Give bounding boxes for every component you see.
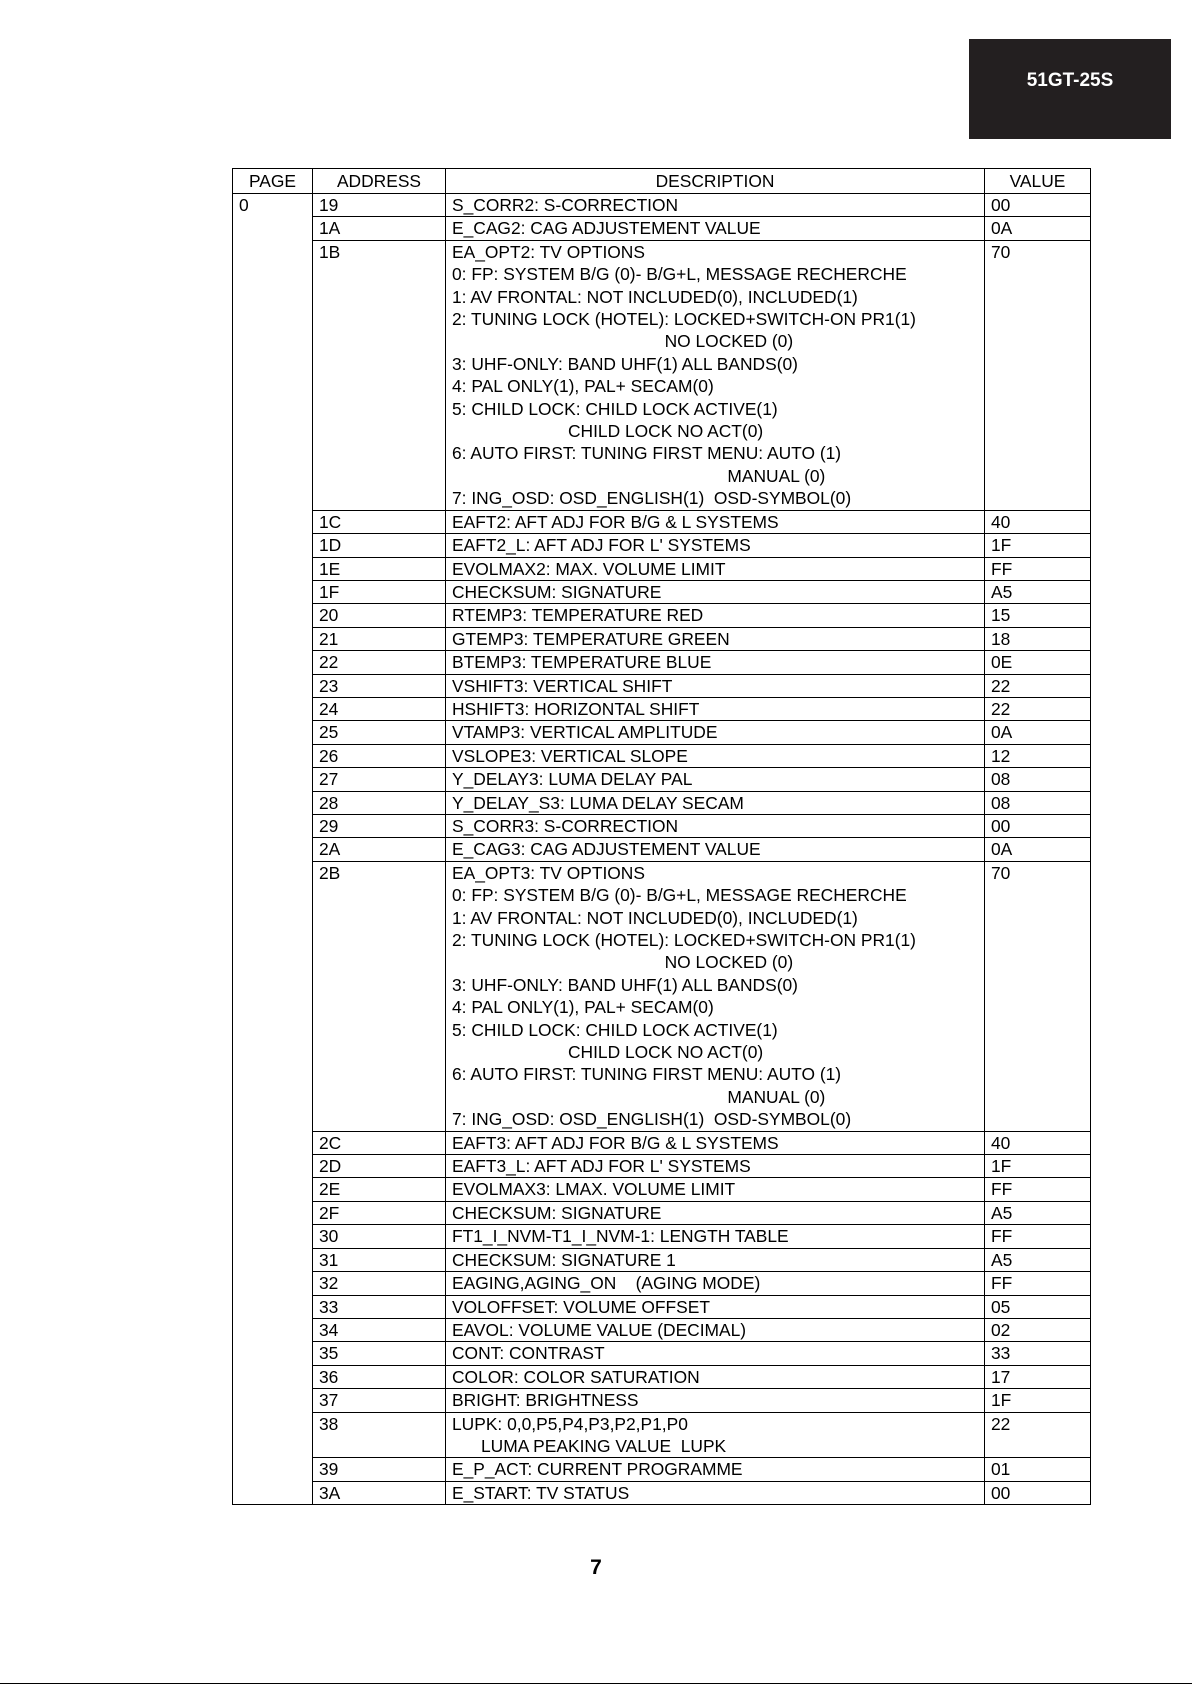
table-row [233,861,1091,1131]
description-cell: CONT: CONTRAST [446,1342,985,1365]
value-cell: FF [985,557,1091,580]
value-cell: 15 [985,604,1091,627]
description-cell: COLOR: COLOR SATURATION [446,1365,985,1388]
address-cell: 1C [313,510,446,533]
address-cell: 33 [313,1295,446,1318]
address-cell: 22 [313,651,446,674]
value-cell: 18 [985,627,1091,650]
model-label-box [969,39,1171,139]
model-label: 51GT-25S [1026,70,1114,91]
table-row [233,1295,1091,1318]
value-cell: 01 [985,1458,1091,1481]
description-cell: HSHIFT3: HORIZONTAL SHIFT [446,697,985,720]
table-row [233,1412,1091,1458]
value-cell: 0E [985,651,1091,674]
address-cell: 2A [313,838,446,861]
description-cell: RTEMP3: TEMPERATURE RED [446,604,985,627]
value-cell: 22 [985,1412,1091,1458]
address-cell: 36 [313,1365,446,1388]
address-cell: 23 [313,674,446,697]
bottom-rule [0,1683,1192,1684]
description-cell: VTAMP3: VERTICAL AMPLITUDE [446,721,985,744]
address-cell: 19 [313,194,446,217]
value-cell: 00 [985,814,1091,837]
table-header-row [233,169,1091,194]
description-cell: EA_OPT2: TV OPTIONS 0: FP: SYSTEM B/G (0)- B/G+L, MESSAGE RECHERCHE 1: AV FRONTAL: NOT INCLUDED(0), INCLUDED(1) 2: TUNING LOCK (HOTEL): LOCKED+SWITCH-ON PR1(1) NO LOCKED (0) 3: UHF-ONLY: BAND UHF(1) ALL BANDS(0) 4: PAL ONLY(1), PAL+ SECAM(0) 5: CHILD LOCK: CHILD LOCK ACTIVE(1) CHILD LOCK NO ACT(0) 6: AUTO FIRST: TUNING FIRST MENU: AUTO (1) MANUAL (0) 7: ING_OSD: OSD_ENGLISH(1) OSD-SYMBOL(0) [446,240,985,510]
value-cell: A5 [985,1248,1091,1271]
value-cell: FF [985,1225,1091,1248]
table-row [233,510,1091,533]
header-value: VALUE [985,169,1091,194]
address-cell: 24 [313,697,446,720]
address-cell: 2C [313,1131,446,1154]
address-cell: 1B [313,240,446,510]
table-row [233,1342,1091,1365]
description-cell: FT1_I_NVM-T1_I_NVM-1: LENGTH TABLE [446,1225,985,1248]
address-cell: 2F [313,1201,446,1224]
value-cell: 70 [985,240,1091,510]
value-cell: 0A [985,217,1091,240]
description-cell: E_START: TV STATUS [446,1481,985,1504]
value-cell: 00 [985,194,1091,217]
description-cell: BRIGHT: BRIGHTNESS [446,1389,985,1412]
description-cell: VSHIFT3: VERTICAL SHIFT [446,674,985,697]
table-row [233,217,1091,240]
address-cell: 2D [313,1155,446,1178]
description-cell: EAGING,AGING_ON (AGING MODE) [446,1272,985,1295]
value-cell: 17 [985,1365,1091,1388]
description-cell: LUPK: 0,0,P5,P4,P3,P2,P1,P0 LUMA PEAKING VALUE LUPK [446,1412,985,1458]
description-cell: E_P_ACT: CURRENT PROGRAMME [446,1458,985,1481]
value-cell: 40 [985,1131,1091,1154]
table-row [233,1178,1091,1201]
value-cell: 05 [985,1295,1091,1318]
address-cell: 20 [313,604,446,627]
value-cell: 1F [985,1389,1091,1412]
header-page: PAGE [233,169,313,194]
header-address: ADDRESS [313,169,446,194]
value-cell: 1F [985,1155,1091,1178]
page-cell: 0 [233,194,313,1505]
table-row [233,1131,1091,1154]
value-cell: 70 [985,861,1091,1131]
description-cell: S_CORR2: S-CORRECTION [446,194,985,217]
description-cell: BTEMP3: TEMPERATURE BLUE [446,651,985,674]
description-cell: EVOLMAX3: LMAX. VOLUME LIMIT [446,1178,985,1201]
table-row [233,1248,1091,1271]
description-cell: E_CAG2: CAG ADJUSTEMENT VALUE [446,217,985,240]
address-cell: 29 [313,814,446,837]
table-row [233,744,1091,767]
address-cell: 1A [313,217,446,240]
address-cell: 32 [313,1272,446,1295]
address-cell: 2B [313,861,446,1131]
table-row [233,1318,1091,1341]
address-cell: 1F [313,580,446,603]
table-row [233,768,1091,791]
value-cell: A5 [985,580,1091,603]
value-cell: 22 [985,674,1091,697]
description-cell: VSLOPE3: VERTICAL SLOPE [446,744,985,767]
table-row [233,838,1091,861]
nvm-data-table [232,168,1091,1505]
value-cell: FF [985,1272,1091,1295]
value-cell: FF [985,1178,1091,1201]
table-row [233,1365,1091,1388]
address-cell: 38 [313,1412,446,1458]
address-cell: 39 [313,1458,446,1481]
description-cell: VOLOFFSET: VOLUME OFFSET [446,1295,985,1318]
address-cell: 30 [313,1225,446,1248]
address-cell: 27 [313,768,446,791]
table-row [233,1272,1091,1295]
description-cell: Y_DELAY3: LUMA DELAY PAL [446,768,985,791]
value-cell: A5 [985,1201,1091,1224]
value-cell: 08 [985,791,1091,814]
description-cell: EAFT2_L: AFT ADJ FOR L' SYSTEMS [446,534,985,557]
address-cell: 2E [313,1178,446,1201]
header-description: DESCRIPTION [446,169,985,194]
address-cell: 1D [313,534,446,557]
table-row [233,627,1091,650]
description-cell: GTEMP3: TEMPERATURE GREEN [446,627,985,650]
table-row [233,194,1091,217]
description-cell: S_CORR3: S-CORRECTION [446,814,985,837]
address-cell: 1E [313,557,446,580]
table-row [233,1201,1091,1224]
description-cell: EAFT2: AFT ADJ FOR B/G & L SYSTEMS [446,510,985,533]
table-row [233,1225,1091,1248]
table-row [233,240,1091,510]
table-row [233,674,1091,697]
address-cell: 34 [313,1318,446,1341]
page-number: 7 [590,1556,602,1579]
value-cell: 12 [985,744,1091,767]
description-cell: E_CAG3: CAG ADJUSTEMENT VALUE [446,838,985,861]
value-cell: 02 [985,1318,1091,1341]
address-cell: 35 [313,1342,446,1365]
table-row [233,1458,1091,1481]
value-cell: 0A [985,721,1091,744]
table-row [233,721,1091,744]
description-cell: CHECKSUM: SIGNATURE 1 [446,1248,985,1271]
address-cell: 3A [313,1481,446,1504]
table-row [233,814,1091,837]
value-cell: 08 [985,768,1091,791]
address-cell: 31 [313,1248,446,1271]
value-cell: 33 [985,1342,1091,1365]
value-cell: 0A [985,838,1091,861]
description-cell: CHECKSUM: SIGNATURE [446,1201,985,1224]
table-row [233,697,1091,720]
value-cell: 00 [985,1481,1091,1504]
value-cell: 1F [985,534,1091,557]
table-row [233,580,1091,603]
table-row [233,1155,1091,1178]
value-cell: 22 [985,697,1091,720]
table-body [233,194,1091,1505]
table-row [233,534,1091,557]
table-row [233,651,1091,674]
address-cell: 25 [313,721,446,744]
table-row [233,791,1091,814]
value-cell: 40 [985,510,1091,533]
table-row [233,604,1091,627]
description-cell: Y_DELAY_S3: LUMA DELAY SECAM [446,791,985,814]
address-cell: 26 [313,744,446,767]
table-row [233,1389,1091,1412]
description-cell: EVOLMAX2: MAX. VOLUME LIMIT [446,557,985,580]
description-cell: EAVOL: VOLUME VALUE (DECIMAL) [446,1318,985,1341]
address-cell: 28 [313,791,446,814]
table-row [233,557,1091,580]
address-cell: 21 [313,627,446,650]
description-cell: EA_OPT3: TV OPTIONS 0: FP: SYSTEM B/G (0)- B/G+L, MESSAGE RECHERCHE 1: AV FRONTAL: NOT INCLUDED(0), INCLUDED(1) 2: TUNING LOCK (HOTEL): LOCKED+SWITCH-ON PR1(1) NO LOCKED (0) 3: UHF-ONLY: BAND UHF(1) ALL BANDS(0) 4: PAL ONLY(1), PAL+ SECAM(0) 5: CHILD LOCK: CHILD LOCK ACTIVE(1) CHILD LOCK NO ACT(0) 6: AUTO FIRST: TUNING FIRST MENU: AUTO (1) MANUAL (0) 7: ING_OSD: OSD_ENGLISH(1) OSD-SYMBOL(0) [446,861,985,1131]
description-cell: EAFT3: AFT ADJ FOR B/G & L SYSTEMS [446,1131,985,1154]
address-cell: 37 [313,1389,446,1412]
table-row [233,1481,1091,1504]
description-cell: EAFT3_L: AFT ADJ FOR L' SYSTEMS [446,1155,985,1178]
description-cell: CHECKSUM: SIGNATURE [446,580,985,603]
